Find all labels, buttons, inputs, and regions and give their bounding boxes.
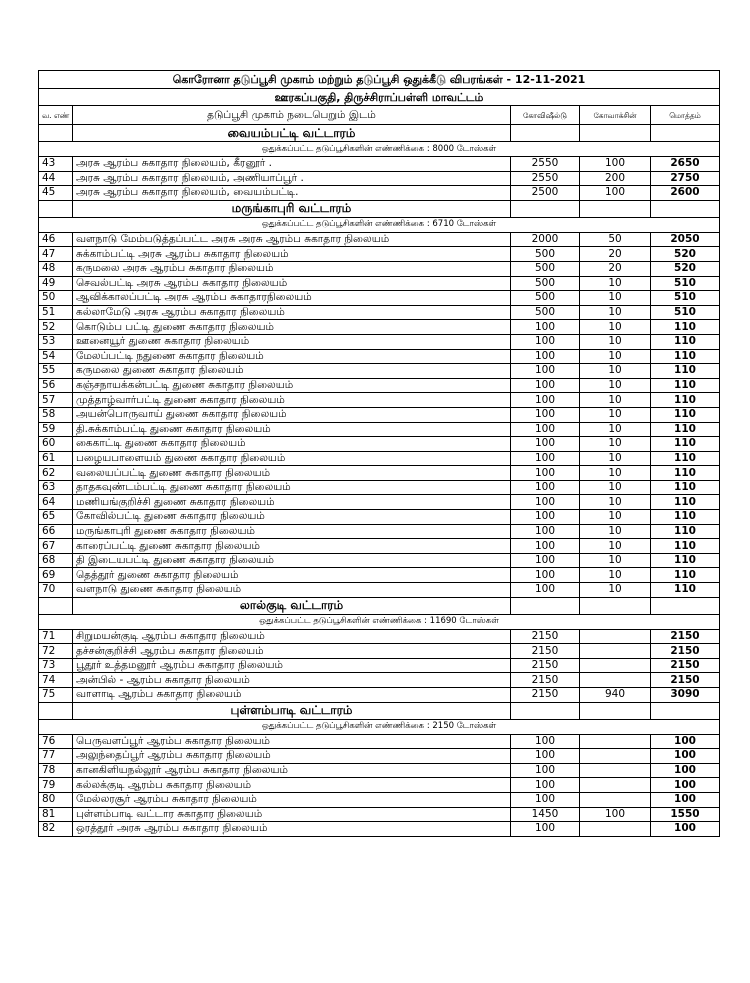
header-covaxin: கோவாக்சின் (580, 106, 651, 125)
row-sno: 58 (39, 407, 73, 422)
row-sno: 66 (39, 524, 73, 539)
allocation-row (39, 719, 720, 734)
row-covishield: 2150 (511, 658, 580, 673)
row-covaxin: 100 (580, 807, 651, 822)
table-row (39, 422, 720, 437)
row-total: 110 (651, 437, 720, 452)
block-name: வையம்பட்டி வட்டாரம் (73, 125, 511, 142)
row-total: 3090 (651, 688, 720, 703)
table-row (39, 437, 720, 452)
row-total: 100 (651, 749, 720, 764)
vaccination-table (38, 70, 720, 837)
block-empty-cell (511, 125, 580, 142)
row-covaxin: 200 (580, 171, 651, 186)
row-total: 110 (651, 378, 720, 393)
header-covishield: கோவிஷீல்டு (511, 106, 580, 125)
table-row (39, 583, 720, 598)
table-row (39, 510, 720, 525)
row-total: 110 (651, 524, 720, 539)
row-place: அலுந்தைப்பூர் ஆரம்ப சுகாதார நிலையம் (73, 749, 511, 764)
row-total: 2600 (651, 186, 720, 201)
row-covaxin: 10 (580, 495, 651, 510)
row-covishield: 100 (511, 422, 580, 437)
row-sno: 76 (39, 734, 73, 749)
row-covishield: 100 (511, 822, 580, 837)
row-covishield: 2500 (511, 186, 580, 201)
row-covaxin: 940 (580, 688, 651, 703)
block-heading-row (39, 200, 720, 217)
table-row (39, 186, 720, 201)
row-place: வாளாடி ஆரம்ப சுகாதார நிலையம் (73, 688, 511, 703)
row-place: செவல்பட்டி அரசு ஆரம்ப சுகாதார நிலையம் (73, 276, 511, 291)
row-place: தி இடையபட்டி துணை சுகாதார நிலையம் (73, 553, 511, 568)
block-empty-cell (39, 702, 73, 719)
row-place: மேல்லரசூர் ஆரம்ப சுகாதார நிலையம் (73, 792, 511, 807)
row-covishield: 100 (511, 349, 580, 364)
row-covishield: 2150 (511, 688, 580, 703)
row-place: புள்ளம்பாடி வட்டார சுகாதார நிலையம் (73, 807, 511, 822)
row-covaxin (580, 734, 651, 749)
row-total: 510 (651, 305, 720, 320)
row-covishield: 100 (511, 495, 580, 510)
row-place: வளநாடு மேம்படுத்தப்பட்ட அரசு அரசு ஆரம்ப சுகாதார நிலையம் (73, 232, 511, 247)
row-place: தச்சன்குறிச்சி ஆரம்ப சுகாதார நிலையம் (73, 644, 511, 659)
row-covishield: 2150 (511, 644, 580, 659)
row-covaxin (580, 673, 651, 688)
row-total: 100 (651, 734, 720, 749)
row-covishield: 2150 (511, 629, 580, 644)
row-sno: 62 (39, 466, 73, 481)
row-total: 2150 (651, 629, 720, 644)
header-sno: வ. எண் (39, 106, 73, 125)
block-empty-cell (651, 597, 720, 614)
row-total: 520 (651, 261, 720, 276)
row-total: 110 (651, 320, 720, 335)
row-total: 2750 (651, 171, 720, 186)
row-covaxin (580, 629, 651, 644)
row-covaxin: 100 (580, 157, 651, 172)
block-empty-cell (580, 702, 651, 719)
table-row (39, 305, 720, 320)
row-covishield: 2150 (511, 673, 580, 688)
row-sno: 77 (39, 749, 73, 764)
row-covishield: 100 (511, 553, 580, 568)
table-row (39, 393, 720, 408)
row-total: 110 (651, 553, 720, 568)
table-row (39, 568, 720, 583)
table-body (39, 71, 720, 837)
row-total: 110 (651, 568, 720, 583)
row-place: அரசு ஆரம்ப சுகாதார நிலையம், அணியாப்பூர் . (73, 171, 511, 186)
row-sno: 70 (39, 583, 73, 598)
row-place: கானகிளியநல்லூர் ஆரம்ப சுகாதார நிலையம் (73, 763, 511, 778)
row-total: 2650 (651, 157, 720, 172)
table-row (39, 749, 720, 764)
table-row (39, 334, 720, 349)
table-row (39, 466, 720, 481)
row-place: வலையப்பட்டி துணை சுகாதார நிலையம் (73, 466, 511, 481)
row-covishield: 100 (511, 539, 580, 554)
row-sno: 48 (39, 261, 73, 276)
row-place: கருமலை துணை சுகாதார நிலையம் (73, 364, 511, 379)
row-sno: 68 (39, 553, 73, 568)
row-covishield: 100 (511, 407, 580, 422)
table-row (39, 247, 720, 262)
row-covaxin (580, 749, 651, 764)
vaccination-sheet (38, 70, 719, 837)
row-place: கல்லாமேடு அரசு ஆரம்ப சுகாதார நிலையம் (73, 305, 511, 320)
row-place: தெத்தூர் துணை சுகாதார நிலையம் (73, 568, 511, 583)
table-row (39, 291, 720, 306)
row-place: கோவில்பட்டி துணை சுகாதார நிலையம் (73, 510, 511, 525)
row-sno: 73 (39, 658, 73, 673)
row-covishield: 100 (511, 451, 580, 466)
row-covaxin: 10 (580, 466, 651, 481)
allocation-row (39, 614, 720, 629)
table-row (39, 629, 720, 644)
row-covishield: 500 (511, 261, 580, 276)
row-covishield: 100 (511, 583, 580, 598)
block-name: புள்ளம்பாடி வட்டாரம் (73, 702, 511, 719)
row-total: 510 (651, 276, 720, 291)
block-heading-row (39, 125, 720, 142)
row-sno: 75 (39, 688, 73, 703)
row-covaxin (580, 644, 651, 659)
row-covaxin: 10 (580, 334, 651, 349)
row-place: காரைப்பட்டி துணை சுகாதார நிலையம் (73, 539, 511, 554)
row-total: 2150 (651, 644, 720, 659)
row-total: 110 (651, 364, 720, 379)
row-covishield: 100 (511, 480, 580, 495)
row-covaxin: 10 (580, 305, 651, 320)
row-sno: 46 (39, 232, 73, 247)
table-row (39, 320, 720, 335)
row-sno: 47 (39, 247, 73, 262)
block-empty-cell (580, 125, 651, 142)
row-place: அரசு ஆரம்ப சுகாதார நிலையம், வையம்பட்டி. (73, 186, 511, 201)
table-row (39, 407, 720, 422)
row-covishield: 100 (511, 792, 580, 807)
row-sno: 72 (39, 644, 73, 659)
row-covishield: 100 (511, 734, 580, 749)
row-place: மணியங்குறிச்சி துணை சுகாதார நிலையம் (73, 495, 511, 510)
row-total: 520 (651, 247, 720, 262)
row-sno: 71 (39, 629, 73, 644)
row-covishield: 100 (511, 364, 580, 379)
table-row (39, 261, 720, 276)
row-place: சிறுமயன்குடி ஆரம்ப சுகாதார நிலையம் (73, 629, 511, 644)
allocation-row (39, 217, 720, 232)
allocation-text: ஒதுக்கப்பட்ட தடுப்பூசிகளின் எண்ணிக்கை : 2150 டோஸ்கள் (39, 719, 720, 734)
row-covaxin: 50 (580, 232, 651, 247)
row-covaxin: 10 (580, 510, 651, 525)
row-sno: 60 (39, 437, 73, 452)
title-row (39, 71, 720, 89)
row-sno: 49 (39, 276, 73, 291)
row-total: 100 (651, 763, 720, 778)
row-covishield: 100 (511, 466, 580, 481)
row-sno: 56 (39, 378, 73, 393)
block-name: லால்குடி வட்டாரம் (73, 597, 511, 614)
row-covaxin: 10 (580, 437, 651, 452)
row-covaxin: 10 (580, 422, 651, 437)
row-covishield: 100 (511, 568, 580, 583)
allocation-text: ஒதுக்கப்பட்ட தடுப்பூசிகளின் எண்ணிக்கை : 8000 டோஸ்கள் (39, 142, 720, 157)
row-place: பெருவளப்பூர் ஆரம்ப சுகாதார நிலையம் (73, 734, 511, 749)
row-total: 110 (651, 451, 720, 466)
block-empty-cell (511, 200, 580, 217)
row-place: கஞ்சநாயக்கன்பட்டி துணை சுகாதார நிலையம் (73, 378, 511, 393)
page-subtitle: ஊரகப்பகுதி, திருச்சிராப்பள்ளி மாவட்டம் (39, 89, 720, 106)
table-row (39, 778, 720, 793)
row-place: ஒரத்தூர் அரசு ஆரம்ப சுகாதார நிலையம் (73, 822, 511, 837)
row-sno: 44 (39, 171, 73, 186)
table-row (39, 807, 720, 822)
row-covaxin (580, 763, 651, 778)
row-sno: 79 (39, 778, 73, 793)
block-name: மருங்காபுரி வட்டாரம் (73, 200, 511, 217)
table-row (39, 524, 720, 539)
row-total: 510 (651, 291, 720, 306)
block-empty-cell (651, 125, 720, 142)
row-covaxin (580, 822, 651, 837)
row-total: 110 (651, 539, 720, 554)
row-covaxin: 10 (580, 276, 651, 291)
row-covishield: 100 (511, 320, 580, 335)
row-sno: 80 (39, 792, 73, 807)
row-sno: 81 (39, 807, 73, 822)
row-place: மேலப்பட்டி நதுணை சுகாதார நிலையம் (73, 349, 511, 364)
row-place: கொடும்ப பட்டி துணை சுகாதார நிலையம் (73, 320, 511, 335)
row-covaxin: 20 (580, 247, 651, 262)
row-covishield: 100 (511, 510, 580, 525)
row-sno: 51 (39, 305, 73, 320)
row-total: 110 (651, 466, 720, 481)
row-total: 110 (651, 510, 720, 525)
row-sno: 67 (39, 539, 73, 554)
table-row (39, 539, 720, 554)
row-sno: 45 (39, 186, 73, 201)
row-sno: 55 (39, 364, 73, 379)
row-place: வளநாடு துணை சுகாதார நிலையம் (73, 583, 511, 598)
row-covishield: 100 (511, 749, 580, 764)
table-row (39, 480, 720, 495)
row-total: 1550 (651, 807, 720, 822)
row-covaxin: 100 (580, 186, 651, 201)
row-place: கல்லக்குடி ஆரம்ப சுகாதார நிலையம் (73, 778, 511, 793)
row-covishield: 100 (511, 334, 580, 349)
row-sno: 52 (39, 320, 73, 335)
row-covishield: 100 (511, 778, 580, 793)
row-total: 110 (651, 334, 720, 349)
row-covaxin: 20 (580, 261, 651, 276)
row-covaxin: 10 (580, 480, 651, 495)
row-covishield: 100 (511, 763, 580, 778)
table-row (39, 688, 720, 703)
row-covishield: 500 (511, 276, 580, 291)
row-sno: 82 (39, 822, 73, 837)
allocation-row (39, 142, 720, 157)
row-sno: 69 (39, 568, 73, 583)
table-row (39, 644, 720, 659)
row-total: 110 (651, 480, 720, 495)
row-sno: 54 (39, 349, 73, 364)
row-covaxin: 10 (580, 291, 651, 306)
row-place: தாதகவுண்டம்பட்டி துணை சுகாதார நிலையம் (73, 480, 511, 495)
table-row (39, 364, 720, 379)
block-empty-cell (651, 702, 720, 719)
page-title: கொரோனா தடுப்பூசி முகாம் மற்றும் தடுப்பூசி ஒதுக்கீடு விபரங்கள் - 12-11-2021 (39, 71, 720, 89)
row-covishield: 2550 (511, 171, 580, 186)
header-place: தடுப்பூசி முகாம் நடைபெறும் இடம் (73, 106, 511, 125)
row-sno: 57 (39, 393, 73, 408)
table-row (39, 673, 720, 688)
row-covaxin: 10 (580, 539, 651, 554)
row-total: 110 (651, 422, 720, 437)
row-place: முத்தாழ்வார்பட்டி துணை சுகாதார நிலையம் (73, 393, 511, 408)
row-covaxin: 10 (580, 451, 651, 466)
block-empty-cell (580, 200, 651, 217)
row-covishield: 100 (511, 378, 580, 393)
row-total: 110 (651, 349, 720, 364)
row-sno: 43 (39, 157, 73, 172)
row-covishield: 100 (511, 524, 580, 539)
row-covishield: 100 (511, 393, 580, 408)
row-place: அரசு ஆரம்ப சுகாதார நிலையம், கீரனூர் . (73, 157, 511, 172)
table-row (39, 171, 720, 186)
table-row (39, 378, 720, 393)
row-place: அயன்பொருவாய் துணை சுகாதார நிலையம் (73, 407, 511, 422)
block-heading-row (39, 597, 720, 614)
row-place: பூதூர் உத்தமனூர் ஆரம்ப சுகாதார நிலையம் (73, 658, 511, 673)
row-covishield: 2000 (511, 232, 580, 247)
table-row (39, 451, 720, 466)
row-total: 2150 (651, 658, 720, 673)
row-covaxin: 10 (580, 349, 651, 364)
block-empty-cell (39, 125, 73, 142)
row-total: 2150 (651, 673, 720, 688)
row-covaxin: 10 (580, 524, 651, 539)
row-sno: 63 (39, 480, 73, 495)
row-covaxin: 10 (580, 568, 651, 583)
block-empty-cell (39, 200, 73, 217)
row-total: 2050 (651, 232, 720, 247)
allocation-text: ஒதுக்கப்பட்ட தடுப்பூசிகளின் எண்ணிக்கை : 11690 டோஸ்கள் (39, 614, 720, 629)
row-covaxin: 10 (580, 553, 651, 568)
header-total: மொத்தம் (651, 106, 720, 125)
row-total: 110 (651, 495, 720, 510)
table-row (39, 349, 720, 364)
row-sno: 53 (39, 334, 73, 349)
row-total: 100 (651, 778, 720, 793)
row-covishield: 100 (511, 437, 580, 452)
row-place: ஆவிக்காலப்பட்டி அரசு ஆரம்ப சுகாதாரநிலையம் (73, 291, 511, 306)
table-row (39, 232, 720, 247)
block-empty-cell (651, 200, 720, 217)
block-empty-cell (580, 597, 651, 614)
row-covishield: 2550 (511, 157, 580, 172)
row-covaxin: 10 (580, 364, 651, 379)
table-row (39, 734, 720, 749)
row-sno: 64 (39, 495, 73, 510)
table-row (39, 495, 720, 510)
block-empty-cell (511, 702, 580, 719)
table-row (39, 822, 720, 837)
row-covaxin (580, 778, 651, 793)
row-covaxin: 10 (580, 378, 651, 393)
row-place: அன்பில் - ஆரம்ப சுகாதார நிலையம் (73, 673, 511, 688)
header-row (39, 106, 720, 125)
row-covishield: 500 (511, 305, 580, 320)
table-row (39, 276, 720, 291)
row-sno: 74 (39, 673, 73, 688)
row-sno: 78 (39, 763, 73, 778)
table-row (39, 553, 720, 568)
subtitle-row (39, 89, 720, 106)
row-sno: 50 (39, 291, 73, 306)
table-row (39, 763, 720, 778)
block-empty-cell (39, 597, 73, 614)
row-covaxin (580, 658, 651, 673)
table-row (39, 792, 720, 807)
row-sno: 61 (39, 451, 73, 466)
row-total: 110 (651, 393, 720, 408)
row-place: சுக்காம்பட்டி அரசு ஆரம்ப சுகாதார நிலையம் (73, 247, 511, 262)
row-sno: 59 (39, 422, 73, 437)
row-total: 100 (651, 822, 720, 837)
row-place: கைகாட்டி துணை சுகாதார நிலையம் (73, 437, 511, 452)
row-total: 100 (651, 792, 720, 807)
row-covishield: 500 (511, 247, 580, 262)
row-place: மருங்காபுரி துணை சுகாதார நிலையம் (73, 524, 511, 539)
row-covaxin: 10 (580, 407, 651, 422)
row-covishield: 1450 (511, 807, 580, 822)
allocation-text: ஒதுக்கப்பட்ட தடுப்பூசிகளின் எண்ணிக்கை : 6710 டோஸ்கள் (39, 217, 720, 232)
block-empty-cell (511, 597, 580, 614)
row-covishield: 500 (511, 291, 580, 306)
row-total: 110 (651, 583, 720, 598)
row-place: தி.சுக்காம்பட்டி துணை சுகாதார நிலையம் (73, 422, 511, 437)
row-place: பழையபாளையம் துணை சுகாதார நிலையம் (73, 451, 511, 466)
row-total: 110 (651, 407, 720, 422)
row-covaxin: 10 (580, 393, 651, 408)
row-place: ஊனையூர் துணை சுகாதார நிலையம் (73, 334, 511, 349)
block-heading-row (39, 702, 720, 719)
row-covaxin (580, 792, 651, 807)
row-covaxin: 10 (580, 320, 651, 335)
row-covaxin: 10 (580, 583, 651, 598)
table-row (39, 658, 720, 673)
row-sno: 65 (39, 510, 73, 525)
row-place: கருமலை அரசு ஆரம்ப சுகாதார நிலையம் (73, 261, 511, 276)
table-row (39, 157, 720, 172)
